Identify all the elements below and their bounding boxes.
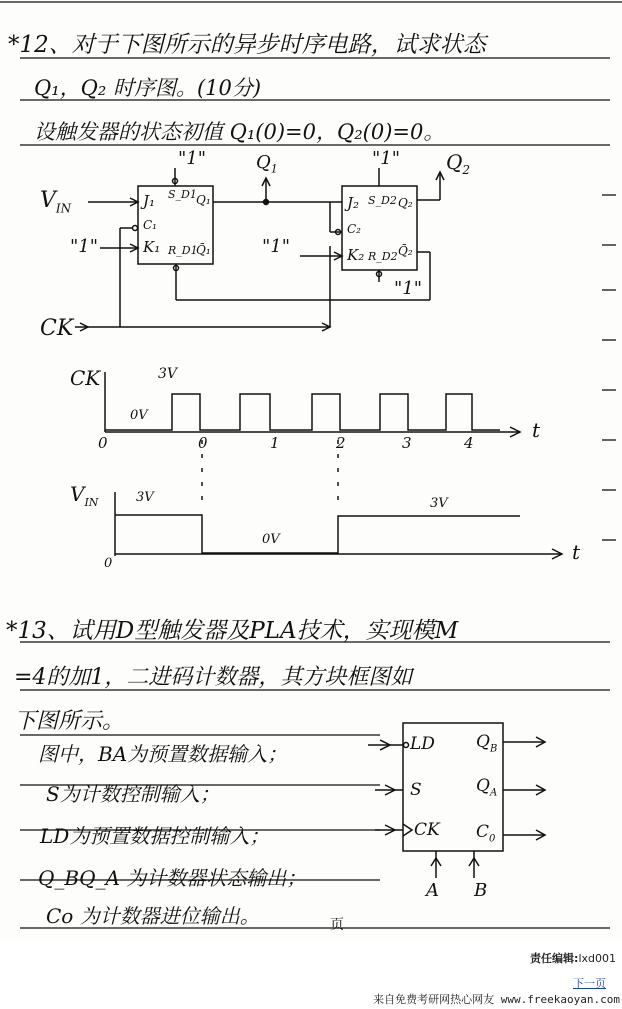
source-attribution: 来自免费考研网热心网友 www.freekaoyan.com [373, 993, 620, 1006]
ff1-rd-pin: R_D1 [168, 244, 198, 257]
problem-13-line-2: =4的加1，二进码计数器，其方块框图如 [14, 665, 413, 690]
timing-vin-label: $V_{IN}$ [70, 482, 99, 509]
page-suffix: 页 [330, 917, 344, 933]
circuit-vin-label: $V_{IN}$ [40, 188, 72, 216]
ff2-k-pin: K₂ [347, 246, 365, 264]
timing-ck-3v: 3V [158, 366, 178, 382]
problem-12-line-1: *12、对于下图所示的异步时序电路，试求状态 [8, 32, 486, 58]
block-s-pin: S [410, 780, 422, 800]
circuit-one-k1-label: "1" [70, 236, 99, 257]
ff2-c-pin: C₂ [347, 222, 361, 236]
editor-name: lxd001 [578, 952, 616, 965]
block-co-pin: $C_0$ [476, 822, 496, 845]
timing-ck-0v: 0V [130, 408, 148, 423]
ff2-qbar-pin: Q̄₂ [398, 244, 413, 258]
circuit-q1-output-label: $Q_1$ [256, 152, 278, 176]
block-a-input: A [426, 880, 439, 901]
timing-vin-3v-b: 3V [430, 496, 448, 511]
problem-13-desc-5: Co 为计数器进位输出。 [46, 904, 260, 928]
ff1-q-pin: Q₁ [196, 193, 211, 207]
responsible-editor [530, 950, 616, 966]
block-ck-pin: CK [414, 820, 440, 840]
timing-tick-2: 2 [336, 434, 346, 452]
timing-tick-3: 3 [402, 434, 412, 452]
circuit-ck-label: CK [40, 316, 74, 341]
ff2-j-pin: J₂ [347, 194, 360, 212]
problem-13-desc-3: LD为预置数据控制输入； [40, 824, 270, 848]
timing-vin-t-axis: t [572, 540, 581, 564]
problem-12-line-3: 设触发器的状态初值 Q₁(0)=0，Q₂(0)=0。 [34, 120, 445, 144]
circuit-one-sd1-label: "1" [178, 148, 207, 169]
timing-origin: 0 [98, 434, 108, 452]
circuit-one-k2-label: "1" [262, 236, 291, 257]
ff1-qbar-pin: Q̄₁ [196, 243, 211, 257]
ff1-j-pin: J₁ [143, 192, 156, 210]
timing-vin-0v: 0V [262, 532, 280, 547]
ff2-q-pin: Q₂ [398, 196, 413, 210]
timing-vin-3v-a: 3V [136, 490, 154, 505]
ff1-sd-pin: S_D1 [168, 188, 197, 201]
next-page-link[interactable]: 下一页 [573, 977, 606, 990]
timing-tick-1: 1 [270, 434, 280, 452]
circuit-one-sd2-label: "1" [372, 148, 401, 169]
timing-ck-label: CK [70, 366, 101, 390]
block-qb-pin: $Q_B$ [476, 732, 498, 755]
problem-13-desc-2: S为计数控制输入； [46, 782, 220, 806]
timing-tick-4: 4 [464, 434, 474, 452]
circuit-one-rd2-label: "1" [394, 278, 423, 299]
block-qa-pin: $Q_A$ [476, 776, 498, 799]
problem-12-line-2: Q₁，Q₂ 时序图。(10分) [34, 76, 262, 100]
timing-ck-t-axis: t [532, 418, 541, 442]
ff2-rd-pin: R_D2 [368, 250, 398, 263]
timing-diagram [105, 372, 562, 559]
circuit-q2-output-label: $Q_2$ [446, 150, 471, 177]
editor-label: 责任编辑: [530, 952, 579, 965]
ff1-k-pin: K₁ [143, 238, 161, 256]
ff2-sd-pin: S_D2 [368, 194, 397, 207]
problem-13-line-1: *13、试用D型触发器及PLA技术，实现模M [6, 618, 459, 644]
problem-13-line-3: 下图所示。 [14, 709, 125, 734]
problem-13-desc-4: Q_BQ_A 为计数器状态输出； [38, 866, 307, 890]
counter-block-diagram [368, 723, 545, 878]
block-ld-pin: LD [410, 734, 435, 754]
block-b-input: B [474, 880, 488, 901]
timing-tick-0: 0 [198, 434, 208, 452]
timing-vin-origin: 0 [104, 556, 113, 571]
problem-13-desc-1: 图中，BA为预置数据输入； [38, 742, 288, 766]
ff1-c-pin: C₁ [143, 218, 157, 232]
